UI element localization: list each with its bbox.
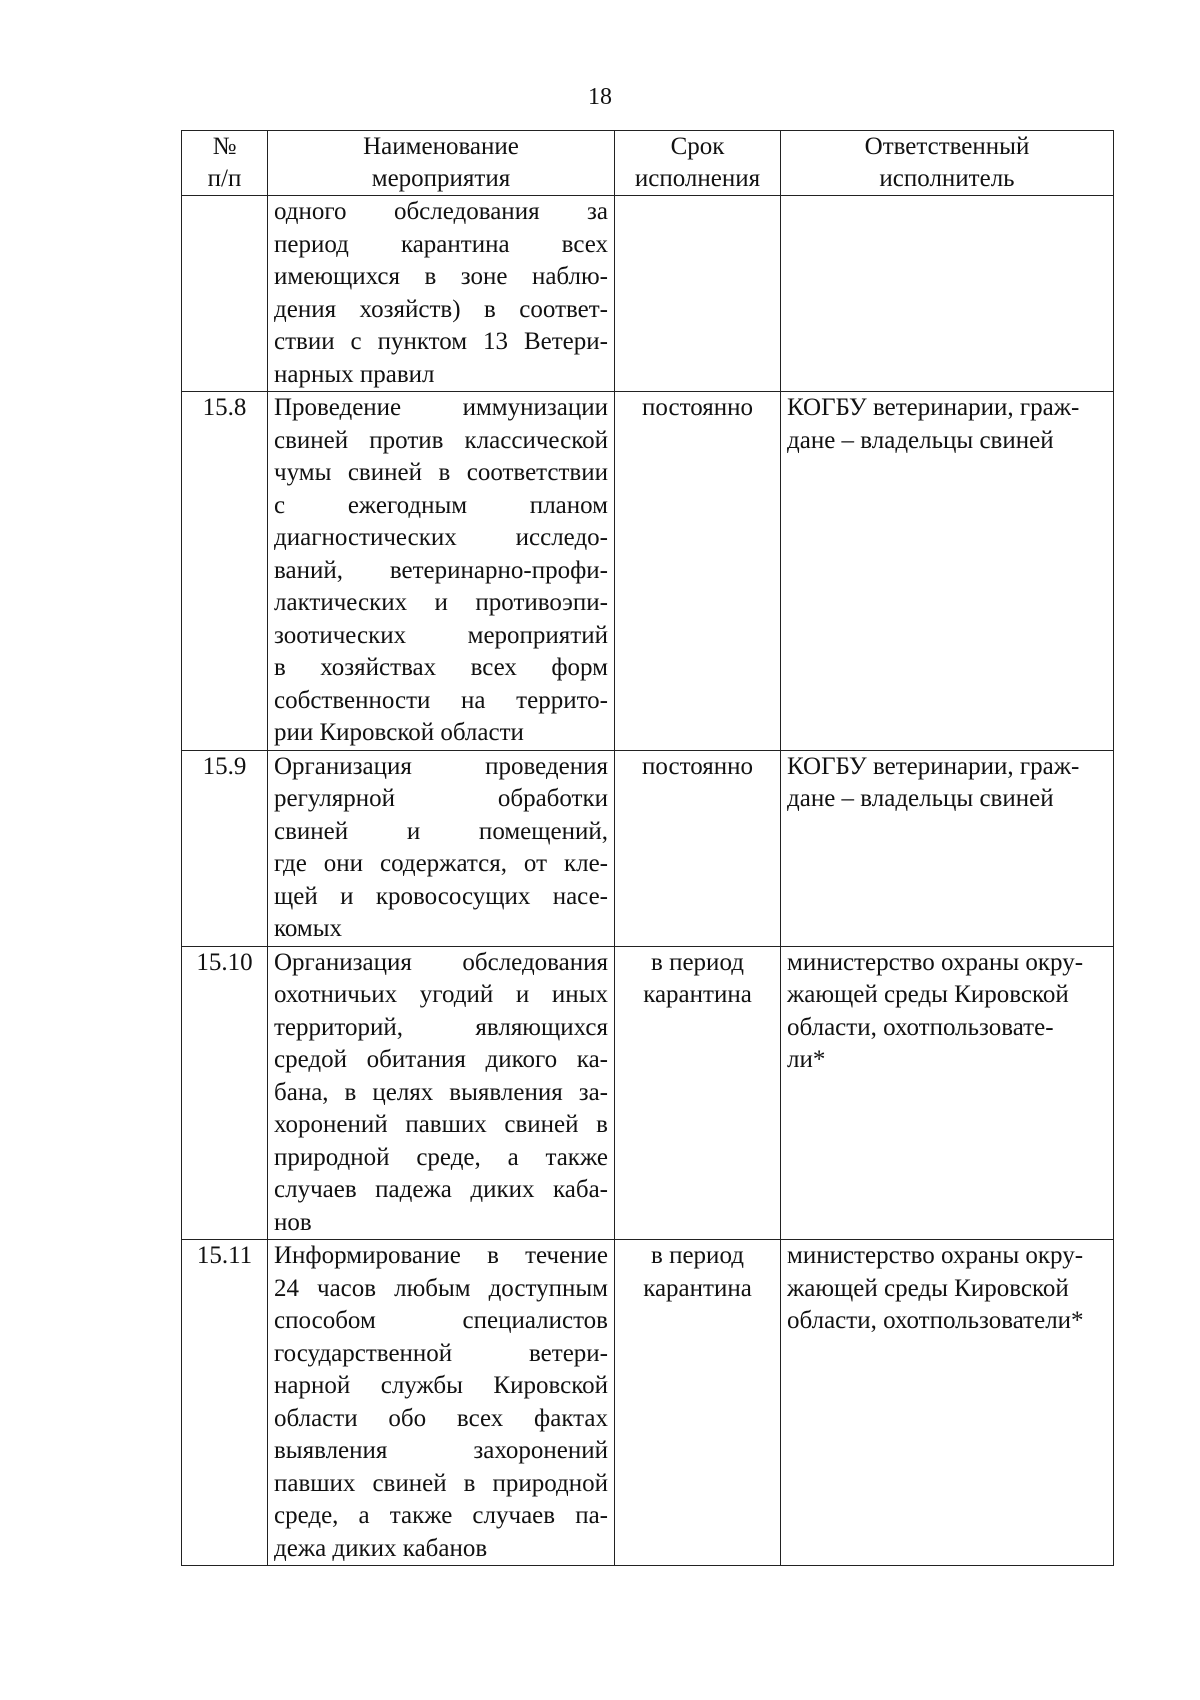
measure-name-line: Информирование в течение	[274, 1242, 608, 1269]
measure-name	[268, 392, 615, 751]
measure-name-line: ствии с пунктом 13 Ветери-	[274, 328, 608, 355]
measure-name-line: диагностических исследо-	[274, 524, 608, 551]
responsible-executor	[781, 1240, 1114, 1566]
measure-name-line: нарной службы Кировской	[274, 1372, 608, 1399]
measure-name-line: в хозяйствах всех форм	[274, 654, 608, 681]
header-responsible	[781, 131, 1114, 196]
measure-name-line: павших свиней в природной	[274, 1469, 608, 1497]
table-body	[182, 196, 1114, 1566]
measure-name	[268, 1240, 615, 1566]
measure-name-line: хоронений павших свиней в	[274, 1111, 608, 1138]
table-row	[182, 750, 1114, 946]
measure-name-line: Организация проведения	[274, 752, 608, 780]
item-number: 15.11	[182, 1240, 268, 1566]
measure-name-line: 24 часов любым доступным	[274, 1274, 608, 1302]
item-number: 15.10	[182, 946, 268, 1240]
term-line: карантина	[643, 981, 752, 1008]
term-line: в период	[651, 1242, 744, 1269]
measure-name-line: области обо всех фактах	[274, 1404, 608, 1432]
measure-name-line: собственности на террито-	[274, 686, 608, 714]
table-row	[182, 946, 1114, 1240]
header-term	[615, 131, 781, 196]
measure-name-line: способом специалистов	[274, 1307, 608, 1334]
measure-name-line: регулярной обработки	[274, 785, 608, 812]
measure-name-line: территорий, являющихся	[274, 1013, 608, 1041]
table-row	[182, 392, 1114, 751]
responsible-executor	[781, 392, 1114, 751]
measure-name-line: средой обитания дикого ка-	[274, 1046, 608, 1073]
term	[615, 750, 781, 946]
header-term-line: исполнения	[634, 165, 761, 192]
responsible-line: КОГБУ ветеринарии, граж-	[787, 752, 1080, 780]
measure-name-line: среде, а также случаев па-	[274, 1502, 608, 1529]
term	[615, 196, 781, 392]
table-row	[182, 1240, 1114, 1566]
header-num-line: п/п	[207, 165, 242, 192]
measure-name	[268, 946, 615, 1240]
term-line: карантина	[643, 1274, 752, 1302]
measure-name-line: свиней против классической	[274, 426, 608, 454]
term	[615, 1240, 781, 1566]
measure-name	[268, 196, 615, 392]
measure-name-line: период карантина всех	[274, 230, 608, 258]
measure-name-line: имеющихся в зоне наблю-	[274, 263, 608, 290]
measure-name-line: охотничьих угодий и иных	[274, 981, 608, 1008]
measure-name-line: зоотических мероприятий	[274, 621, 608, 649]
term	[615, 946, 781, 1240]
header-responsible-line: Ответственный	[864, 133, 1030, 160]
measure-name	[268, 750, 615, 946]
measure-name-line: рии Кировской области	[274, 719, 524, 746]
item-number: 15.8	[182, 392, 268, 751]
measure-name-line: ваний, ветеринарно-профи-	[274, 556, 608, 584]
header-responsible-line: исполнитель	[879, 165, 1015, 192]
measure-name-line: дения хозяйств) в соответ-	[274, 295, 608, 323]
measure-name-line: Проведение иммунизации	[274, 394, 608, 421]
item-number: 15.9	[182, 750, 268, 946]
measure-name-line: дежа диких кабанов	[274, 1534, 488, 1562]
measure-name-line: щей и кровососущих насе-	[274, 882, 608, 910]
responsible-line: области, охотпользователи*	[787, 1307, 1084, 1334]
responsible-executor	[781, 946, 1114, 1240]
measure-name-line: случаев падежа диких каба-	[274, 1176, 608, 1203]
term	[615, 392, 781, 751]
responsible-line: ли*	[787, 1046, 826, 1073]
header-name-line: Наименование	[363, 133, 519, 160]
measure-name-line: бана, в целях выявления за-	[274, 1078, 608, 1106]
header-num	[182, 131, 268, 196]
measure-name-line: где они содержатся, от кле-	[274, 850, 608, 877]
item-number	[182, 196, 268, 392]
responsible-line: жающей среды Кировской	[787, 1274, 1069, 1302]
header-name	[268, 131, 615, 196]
term-line: постоянно	[642, 394, 753, 421]
measure-name-line: Организация обследования	[274, 948, 608, 976]
responsible-executor	[781, 196, 1114, 392]
responsible-line: жающей среды Кировской	[787, 981, 1069, 1008]
measures-table	[181, 130, 1114, 1566]
header-num-line: №	[212, 133, 237, 160]
table-row	[182, 196, 1114, 392]
measure-name-line: чумы свиней в соответствии	[274, 459, 608, 486]
responsible-line: области, охотпользовате-	[787, 1013, 1054, 1041]
measure-name-line: выявления захоронений	[274, 1437, 608, 1464]
measure-name-line: лактических и противоэпи-	[274, 589, 608, 616]
measure-name-line: одного обследования за	[274, 198, 608, 225]
responsible-line: министерство охраны окру-	[787, 948, 1084, 976]
measure-name-line: природной среде, а также	[274, 1143, 608, 1171]
term-line: в период	[651, 948, 744, 976]
measure-name-line: государственной ветери-	[274, 1339, 608, 1367]
measure-name-line: нов	[274, 1208, 312, 1236]
responsible-line: дане – владельцы свиней	[787, 785, 1054, 812]
measure-name-line: с ежегодным планом	[274, 491, 608, 519]
measure-name-line: свиней и помещений,	[274, 817, 608, 845]
page-number: 18	[588, 84, 612, 110]
responsible-line: КОГБУ ветеринарии, граж-	[787, 394, 1080, 421]
responsible-line: министерство охраны окру-	[787, 1242, 1084, 1269]
responsible-executor	[781, 750, 1114, 946]
table-header-row	[182, 131, 1114, 196]
header-name-line: мероприятия	[371, 165, 511, 192]
measure-name-line: комых	[274, 915, 343, 942]
responsible-line: дане – владельцы свиней	[787, 426, 1054, 454]
term-line: постоянно	[642, 752, 753, 780]
measure-name-line: нарных правил	[274, 360, 435, 388]
header-term-line: Срок	[670, 133, 725, 160]
